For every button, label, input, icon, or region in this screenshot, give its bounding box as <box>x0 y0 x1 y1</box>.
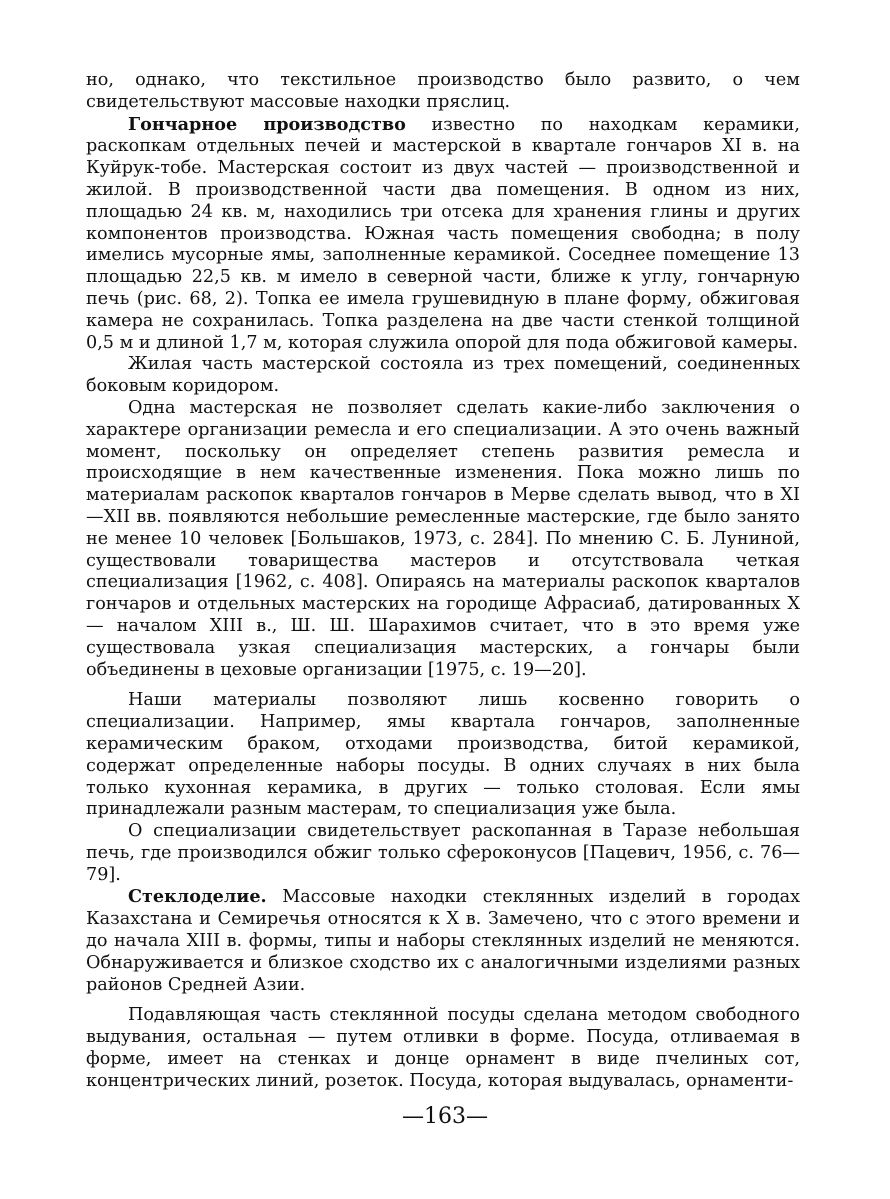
paragraph-5-text: Наши материалы позволяют лишь косвенно говорить о специализации. Например, ямы квартала гончаров, заполненные керамическим браком, отходами производства, битой керамикой, содержат определенные наборы посуды. В одних случаях в них была только кухонная керамика, в других — только столовая. Если ямы принадлежали разным мастерам, то специализация уже была. <box>86 690 800 820</box>
paragraph-5 <box>86 690 800 821</box>
page-body <box>86 70 800 1093</box>
paragraph-6-text: О специализации свидетельствует раскопанная в Таразе небольшая печь, где производился обжиг только сфероконусов [Пацевич, 1956, с. 76—79]. <box>86 821 800 885</box>
paragraph-1-text: но, однако, что текстильное производство было развито, о чем свидетельствуют массовые находки пряслиц. <box>86 70 800 112</box>
paragraph-8 <box>86 1005 800 1092</box>
paragraph-1 <box>86 70 800 114</box>
paragraph-4 <box>86 398 800 681</box>
paragraph-4-text: Одна мастерская не позволяет сделать какие-либо заключения о характере организации ремесла и его специализации. А это очень важный момент, поскольку он определяет степень развития ремесла и происходящие в нем качественные изменения. Пока можно лишь по материалам раскопок кварталов гончаров в Мерве сделать вывод, что в XI—XII вв. появляются небольшие ремесленные мастерские, где было занято не менее 10 человек [Большаков, 1973, с. 284]. По мнению С. Б. Луниной, существовали товарищества мастеров и отсутствовала четкая специализация [1962, с. 408]. Опираясь на материалы раскопок кварталов гончаров и отдельных мастерских на городище Афрасиаб, датированных X — началом XIII в., Ш. Ш. Шарахимов считает, что в это время уже существовала узкая специализация мастерских, а гончары были объединены в цеховые организации [1975, с. 19—20]. <box>86 397 800 680</box>
paragraph-7-text: Массовые находки стеклянных изделий в городах Казахстана и Семиречья относятся к X в. Замечено, что с этого времени и до начала XIII в. формы, типы и наборы стеклянных изделий не меняются. Обнаруживается и близкое сходство их с аналогичными изделиями разных районов Средней Азии. <box>86 887 800 995</box>
paragraph-8-text: Подавляющая часть стеклянной посуды сделана методом свободного выдувания, остальная — путем отливки в форме. Посуда, отливаемая в форме, имеет на стенках и донце орнамент в виде пчелиных сот, концентрических линий, розеток. Посуда, которая выдувалась, орнаменти- <box>86 1005 800 1091</box>
page-number: —163— <box>402 1104 488 1129</box>
paragraph-6 <box>86 821 800 886</box>
paragraph-3-text: Жилая часть мастерской состояла из трех помещений, соединенных боковым коридором. <box>86 354 800 397</box>
section-heading-glassmaking: Стеклоделие. <box>128 886 267 908</box>
paragraph-3 <box>86 354 800 398</box>
paragraph-2 <box>86 114 800 355</box>
paragraph-7 <box>86 886 800 996</box>
section-heading-pottery: Гончарное производство <box>128 113 406 135</box>
paragraph-2-text: известно по находкам керамики, раскопкам отдельных печей и мастерской в квартале гончаров XI в. на Куйрук-тобе. Мастерская состоит из двух частей — производственной и жилой. В производственной части два помещения. В одном из них, площадью 24 кв. м, находились три отсека для хранения глины и других компонентов производства. Южная часть помещения свободна; в полу имелись мусорные ямы, заполненные керамикой. Соседнее помещение 13 площадью 22,5 кв. м имело в северной части, ближе к углу, гончарную печь (рис. 68, 2). Топка ее имела грушевидную в плане форму, обжиговая камера не сохранилась. Топка разделена на две части стенкой толщиной 0,5 м и длиной 1,7 м, которая служила опорой для пода обжиговой камеры. <box>86 114 800 353</box>
